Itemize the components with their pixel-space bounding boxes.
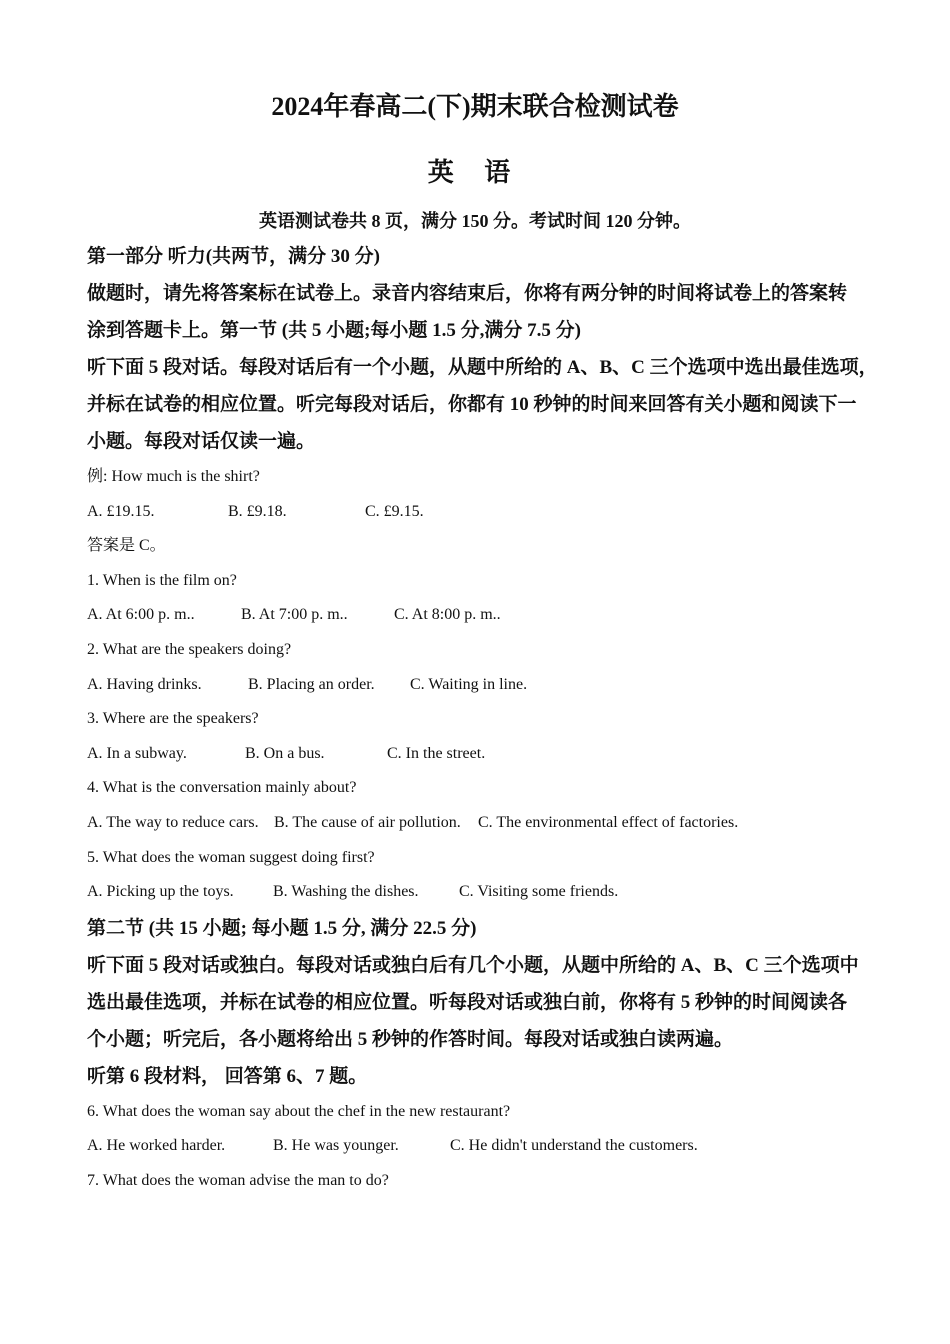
- question-options: [87, 1129, 877, 1164]
- option: B. On a bus.: [245, 744, 325, 762]
- question-options: [87, 806, 877, 841]
- example-options: [87, 495, 877, 530]
- part1-heading: 第一部分 听力(共两节，满分 30 分): [87, 246, 380, 267]
- option: B. Washing the dishes.: [273, 883, 419, 901]
- example-answer: 答案是 C。: [87, 537, 166, 555]
- question-options: [87, 737, 877, 772]
- instruction-line: 并标在试卷的相应位置。听完每段对话后，你都有 10 秒钟的时间来回答有关小题和阅读下一: [87, 394, 857, 415]
- instruction-line: 听下面 5 段对话。每段对话后有一个小题，从题中所给的 A、B、C 三个选项中选出最佳选项，: [87, 357, 878, 378]
- option: A. He worked harder.: [87, 1137, 226, 1155]
- option: C. He didn't understand the customers.: [450, 1137, 698, 1155]
- option: A. In a subway.: [87, 744, 187, 762]
- instruction-line: 小题。每段对话仅读一遍。: [87, 431, 316, 452]
- question: 2. What are the speakers doing?: [87, 640, 292, 658]
- question: 3. Where are the speakers?: [87, 710, 259, 728]
- question-options: [87, 598, 877, 633]
- question: 4. What is the conversation mainly about?: [87, 779, 357, 797]
- option: C. In the street.: [387, 744, 486, 762]
- option: A. £19.15.: [87, 502, 155, 520]
- option: B. The cause of air pollution.: [274, 813, 461, 831]
- question: 1. When is the film on?: [87, 571, 237, 589]
- example-question: 例: How much is the shirt?: [87, 468, 260, 485]
- option: C. Visiting some friends.: [459, 883, 619, 901]
- option: B. At 7:00 p. m..: [241, 606, 348, 624]
- instruction-line: 涂到答题卡上。第一节 (共 5 小题;每小题 1.5 分,满分 7.5 分): [87, 320, 581, 341]
- section2-heading: 第二节 (共 15 小题; 每小题 1.5 分, 满分 22.5 分): [87, 917, 477, 939]
- option: A. The way to reduce cars.: [87, 813, 259, 831]
- question: 5. What does the woman suggest doing first?: [87, 848, 375, 866]
- option: B. Placing an order.: [248, 675, 375, 693]
- instruction-line: 听下面 5 段对话或独白。每段对话或独白后有几个小题，从题中所给的 A、B、C 三个选项中: [87, 954, 859, 976]
- option: A. Picking up the toys.: [87, 883, 234, 901]
- option: C. The environmental effect of factories.: [478, 813, 739, 831]
- option: C. Waiting in line.: [410, 675, 528, 693]
- question-options: [87, 668, 877, 703]
- exam-content: [87, 238, 877, 1199]
- question: 7. What does the woman advise the man to do?: [87, 1171, 389, 1189]
- question-options: [87, 875, 877, 910]
- option: C. £9.15.: [365, 502, 424, 520]
- exam-info: 英语测试卷共 8 页，满分 150 分。考试时间 120 分钟。: [259, 211, 691, 231]
- option: B. £9.18.: [228, 502, 287, 520]
- option: A. Having drinks.: [87, 675, 202, 693]
- option: A. At 6:00 p. m..: [87, 606, 195, 624]
- instruction-line: 选出最佳选项，并标在试卷的相应位置。听每段对话或独白前，你将有 5 秒钟的时间阅读各: [87, 991, 848, 1013]
- option: C. At 8:00 p. m..: [394, 606, 501, 624]
- question: 6. What does the woman say about the chef in the new restaurant?: [87, 1102, 511, 1120]
- page-title: 2024年春高二(下)期末联合检测试卷: [271, 92, 679, 121]
- instruction-line: 个小题；听完后，各小题将给出 5 秒钟的作答时间。每段对话或独白读两遍。: [87, 1028, 734, 1050]
- subject-title: 英 语: [427, 158, 523, 187]
- option: B. He was younger.: [273, 1137, 399, 1155]
- instruction-line: 做题时，请先将答案标在试卷上。录音内容结束后，你将有两分钟的时间将试卷上的答案转: [87, 283, 848, 304]
- material-heading: 听第 6 段材料， 回答第 6、7 题。: [87, 1065, 368, 1087]
